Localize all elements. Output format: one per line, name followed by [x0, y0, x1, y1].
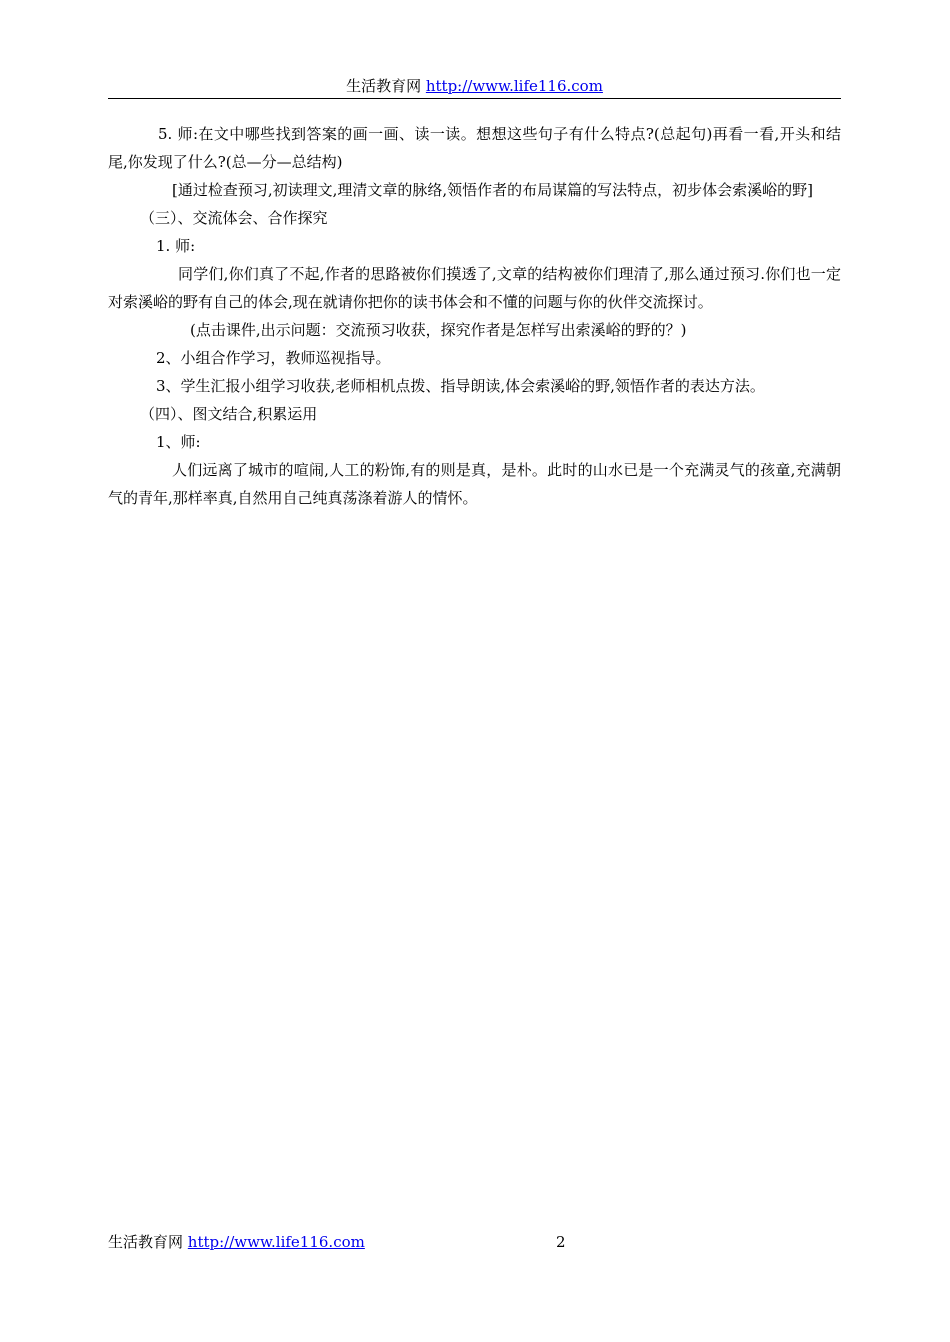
paragraph-courseware-prompt: (点击课件,出示问题：交流预习收获，探究作者是怎样写出索溪峪的野的？) [190, 321, 687, 339]
document-body [108, 120, 841, 512]
page-footer [108, 1230, 841, 1254]
paragraph-teacher-speech: 同学们,你们真了不起,作者的思路被你们摸透了,文章的结构被你们理清了,那么通过预习.你们也一定对索溪峪的野有自己的体会,现在就请你把你的读书体会和不懂的问题与你的伙伴交流探讨。 [108, 265, 841, 311]
paragraph-landscape-description: 人们远离了城市的喧闹,人工的粉饰,有的则是真，是朴。此时的山水已是一个充满灵气的孩童,充满朝气的青年,那样率真,自然用自己纯真荡涤着游人的情怀。 [108, 461, 841, 507]
footer-url-link[interactable]: http://www.life116.com [187, 1233, 365, 1251]
paragraph-design-note: [通过检查预习,初读理文,理清文章的脉络,领悟作者的布局谋篇的写法特点，初步体会索溪峪的野] [172, 181, 814, 199]
paragraph-student-report: 3、学生汇报小组学习收获,老师相机点拨、指导朗读,体会索溪峪的野,领悟作者的表达方法。 [156, 377, 765, 395]
header-url-link[interactable]: http://www.life116.com [425, 77, 603, 95]
page-header [108, 74, 841, 99]
section-heading-4: （四）、图文结合,积累运用 [140, 405, 318, 423]
paragraph-teacher-label-2: 1、师: [156, 433, 201, 451]
page-number: 2 [556, 1233, 566, 1251]
paragraph-teacher-question-5: 5. 师:在文中哪些找到答案的画一画、读一读。想想这些句子有什么特点?(总起句)再看一看,开头和结尾,你发现了什么?(总—分—总结构) [108, 125, 841, 171]
paragraph-teacher-label-1: 1. 师: [156, 237, 196, 255]
footer-site-name: 生活教育网 [108, 1233, 184, 1251]
header-site-name: 生活教育网 [346, 77, 422, 95]
section-heading-3: （三）、交流体会、合作探究 [140, 209, 328, 227]
paragraph-group-study: 2、小组合作学习，教师巡视指导。 [156, 349, 391, 367]
